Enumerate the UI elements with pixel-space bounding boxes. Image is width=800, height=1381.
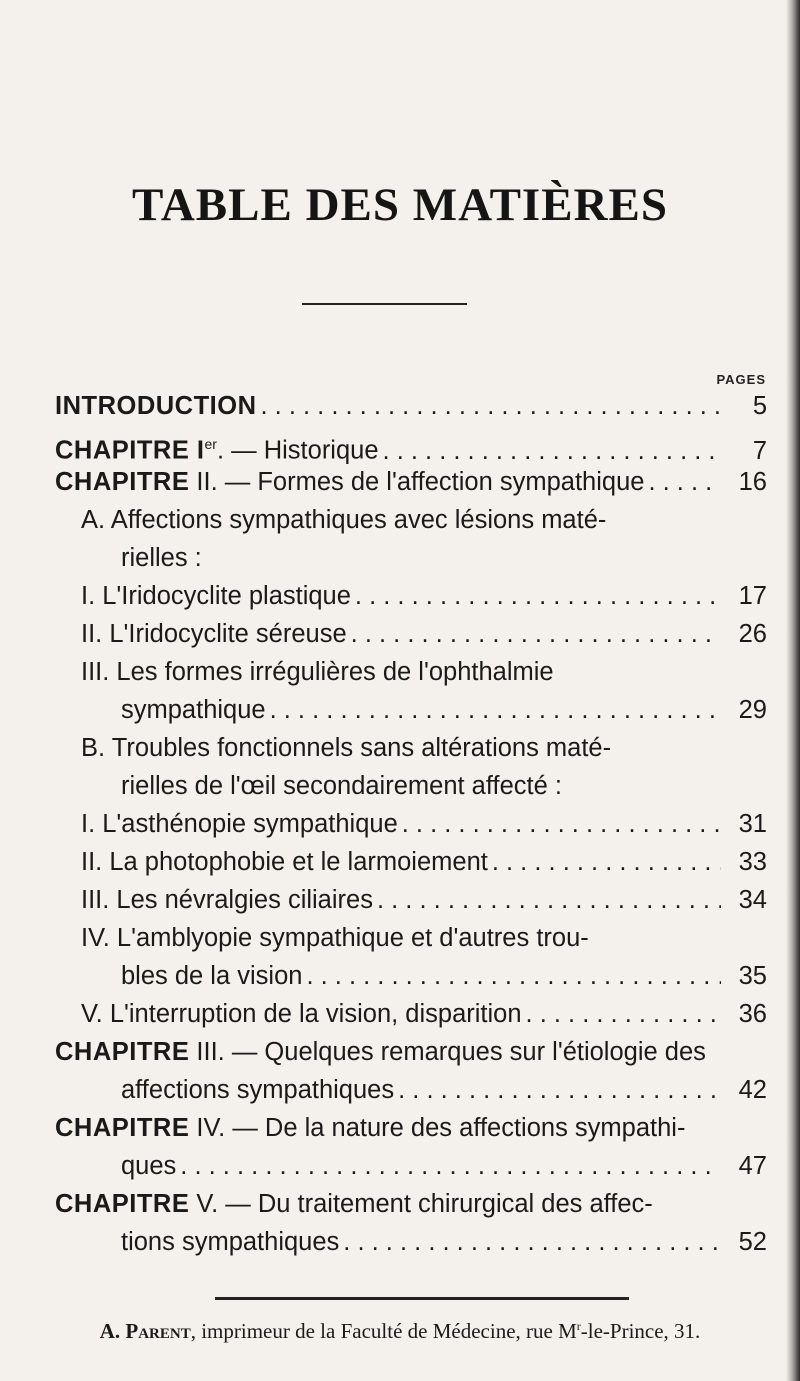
leader-dots	[526, 994, 721, 1034]
pages-column-header: PAGES	[716, 372, 766, 387]
toc-entry-page: 33	[738, 848, 767, 876]
toc-entry-label: ques	[121, 1152, 177, 1180]
toc-entry-label: II. La photophobie et le larmoiement	[81, 848, 488, 876]
toc-entry[interactable]	[55, 424, 767, 464]
toc-entry[interactable]	[121, 1222, 767, 1262]
toc-entry-label: V. L'interruption de la vision, disparition	[81, 1000, 522, 1028]
leader-dots	[355, 576, 721, 616]
toc-heading	[81, 918, 767, 958]
toc-entry[interactable]	[81, 880, 767, 920]
toc-entry-label: III. Les névralgies ciliaires	[81, 886, 373, 914]
toc-entry-label: INTRODUCTION	[55, 392, 257, 420]
toc-entry-label: tions sympathiques	[121, 1228, 340, 1256]
leader-dots	[351, 614, 721, 654]
toc-entry-page: 52	[738, 1228, 767, 1256]
toc-entry-page: 29	[738, 696, 767, 724]
toc-entry-label: affections sympathiques	[121, 1076, 395, 1104]
toc-entry[interactable]	[55, 462, 767, 502]
toc-entry-page: 42	[738, 1076, 767, 1104]
toc-entry-page: 26	[738, 620, 767, 648]
toc-entry[interactable]	[121, 1146, 767, 1186]
toc-entry[interactable]	[81, 576, 767, 616]
leader-dots	[402, 804, 721, 844]
toc-entry-page: 16	[738, 468, 767, 496]
leader-dots	[398, 1070, 721, 1110]
toc-heading	[55, 1184, 767, 1224]
toc-heading-text: B. Troubles fonctionnels sans altérations maté-	[81, 734, 612, 762]
toc-entry[interactable]	[81, 842, 767, 882]
leader-dots	[383, 431, 721, 465]
toc-entry-label: I. L'asthénopie sympathique	[81, 810, 398, 838]
toc-entry[interactable]	[81, 994, 767, 1034]
leader-dots	[306, 956, 721, 996]
toc-entry-page: 47	[738, 1152, 767, 1180]
toc-heading	[121, 538, 767, 578]
leader-dots	[260, 386, 721, 426]
leader-dots	[377, 880, 721, 920]
page-title: TABLE DES MATIÈRES	[131, 179, 668, 231]
leader-dots	[492, 842, 721, 882]
toc-heading-text: A. Affections sympathiques avec lésions maté-	[81, 506, 607, 534]
toc-entry-label: CHAPITRE Ier. — Historique	[55, 436, 379, 464]
printer-imprint: A. Parent, imprimeur de la Faculté de Médecine, rue $M^r-le$-Prince, 31.	[99, 1319, 701, 1343]
leader-dots	[648, 462, 721, 502]
toc-entry-page: 34	[738, 886, 767, 914]
leader-dots	[343, 1222, 721, 1262]
toc-entry[interactable]	[121, 956, 767, 996]
toc-heading	[81, 500, 767, 540]
toc-entry-label: CHAPITRE II. — Formes de l'affection sympathique	[55, 468, 645, 496]
toc-entry-page: 35	[738, 962, 767, 990]
toc-heading-text: CHAPITRE IV. — De la nature des affections sympathi-	[55, 1114, 686, 1142]
footer-rule	[215, 1297, 629, 1300]
toc-heading	[81, 728, 767, 768]
toc-heading	[55, 1108, 767, 1148]
toc-entry-label: bles de la vision	[121, 962, 303, 990]
title-rule	[302, 303, 467, 305]
leader-dots	[270, 690, 721, 730]
toc-entry-page: 36	[738, 1000, 767, 1028]
toc-heading-text: rielles de l'œil secondairement affecté :	[121, 772, 562, 800]
toc-heading-text: CHAPITRE III. — Quelques remarques sur l'étiologie des	[55, 1038, 706, 1066]
toc-entry-page: 17	[738, 582, 767, 610]
toc-entry-label: sympathique	[121, 696, 266, 724]
toc-heading	[121, 766, 767, 806]
toc-heading-text: rielles :	[121, 544, 202, 572]
toc-entry[interactable]	[121, 690, 767, 730]
toc-entry[interactable]	[55, 386, 767, 426]
toc-entry-label: I. L'Iridocyclite plastique	[81, 582, 351, 610]
leader-dots	[180, 1146, 721, 1186]
toc-entry[interactable]	[121, 1070, 767, 1110]
toc-heading	[81, 652, 767, 692]
toc-entry[interactable]	[81, 804, 767, 844]
toc-entry-page: 31	[738, 810, 767, 838]
toc-entry-label: II. L'Iridocyclite séreuse	[81, 620, 347, 648]
toc-heading	[55, 1032, 767, 1072]
toc-heading-text: III. Les formes irrégulières de l'ophthalmie	[81, 658, 554, 686]
toc-entry-page: 5	[752, 392, 767, 420]
toc-entry-page: 7	[752, 436, 767, 464]
toc-heading-text: CHAPITRE V. — Du traitement chirurgical des affec-	[55, 1190, 653, 1218]
toc-heading-text: IV. L'amblyopie sympathique et d'autres trou-	[81, 924, 589, 952]
toc-entry[interactable]	[81, 614, 767, 654]
